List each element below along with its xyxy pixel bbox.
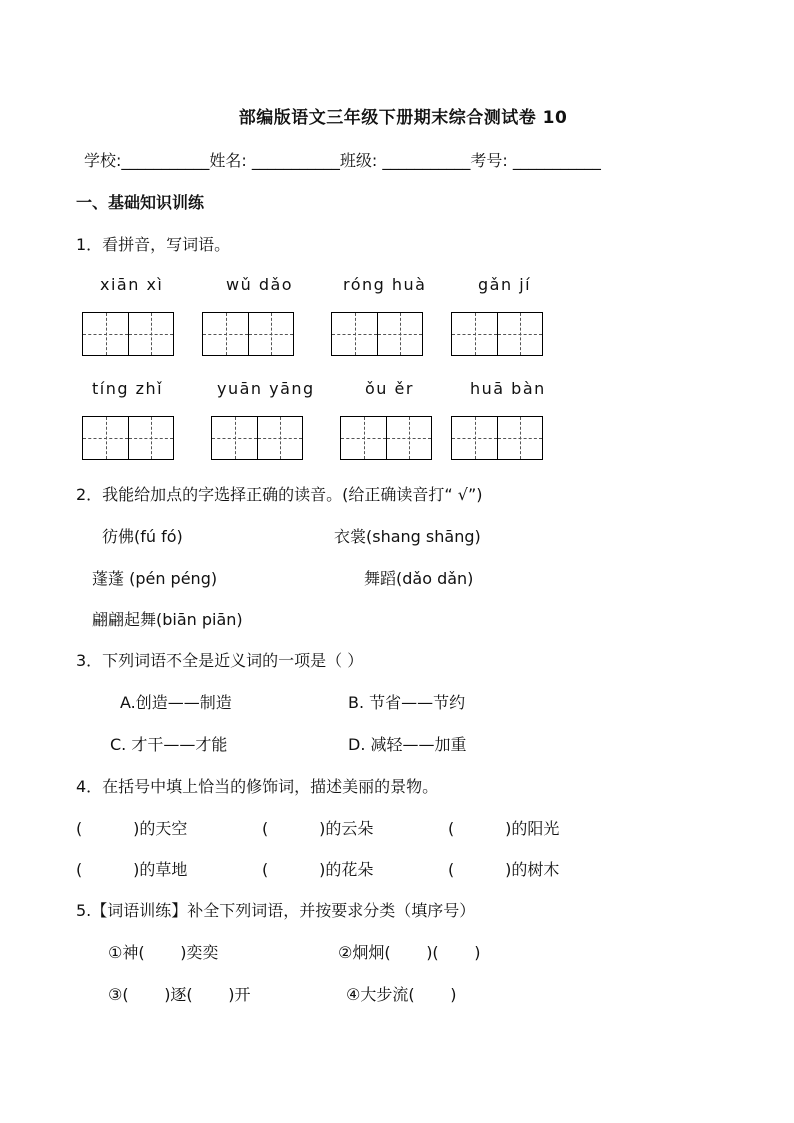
q3-prompt: 3．下列词语不全是近义词的一项是（ ） xyxy=(76,651,364,670)
q2-prompt: 2．我能给加点的字选择正确的读音。(给正确读音打“ √”) xyxy=(76,485,483,504)
pronunciation-item[interactable]: 彷佛(fú fó) xyxy=(102,527,183,546)
fill-blank-item[interactable]: ( )的云朵 xyxy=(262,819,374,838)
pronunciation-item[interactable]: 翩翩起舞(biān piān) xyxy=(92,610,243,629)
idiom-item[interactable]: ③( )逐( )开 xyxy=(108,985,251,1004)
writing-grid[interactable] xyxy=(202,312,294,356)
student-info-line: 学校:___________姓名: ___________班级: ___________考号: ___________ xyxy=(84,151,601,170)
pinyin-label: yuān yāng xyxy=(217,379,315,398)
writing-grid[interactable] xyxy=(211,416,303,460)
q1-prompt: 1．看拼音，写词语。 xyxy=(76,235,231,254)
choice-option-a[interactable]: A.创造——制造 xyxy=(120,693,232,712)
section-heading-basics: 一、基础知识训练 xyxy=(76,193,205,212)
writing-grid[interactable] xyxy=(340,416,432,460)
idiom-item[interactable]: ④大步流( ) xyxy=(346,985,457,1004)
pronunciation-item[interactable]: 衣裳(shang shāng) xyxy=(334,527,481,546)
fill-blank-item[interactable]: ( )的天空 xyxy=(76,819,188,838)
pinyin-label: róng huà xyxy=(343,275,427,294)
pinyin-label: huā bàn xyxy=(470,379,546,398)
writing-grid[interactable] xyxy=(451,416,543,460)
fill-blank-item[interactable]: ( )的草地 xyxy=(76,860,188,879)
pinyin-label: ǒu ěr xyxy=(365,379,414,398)
idiom-item[interactable]: ①神( )奕奕 xyxy=(108,943,219,962)
pinyin-label: wǔ dǎo xyxy=(226,275,294,294)
pinyin-label: tíng zhǐ xyxy=(92,379,164,398)
pinyin-label: gǎn jí xyxy=(478,275,532,294)
choice-option-c[interactable]: C. 才干——才能 xyxy=(110,735,228,754)
fill-blank-item[interactable]: ( )的树木 xyxy=(448,860,560,879)
writing-grid[interactable] xyxy=(451,312,543,356)
q4-prompt: 4．在括号中填上恰当的修饰词，描述美丽的景物。 xyxy=(76,777,439,796)
fill-blank-item[interactable]: ( )的阳光 xyxy=(448,819,560,838)
q5-prompt: 5.【词语训练】补全下列词语，并按要求分类（填序号） xyxy=(76,901,476,920)
pronunciation-item[interactable]: 舞蹈(dǎo dǎn) xyxy=(364,569,474,588)
choice-option-b[interactable]: B. 节省——节约 xyxy=(348,693,466,712)
idiom-item[interactable]: ②炯炯( )( ) xyxy=(338,943,481,962)
writing-grid[interactable] xyxy=(82,416,174,460)
fill-blank-item[interactable]: ( )的花朵 xyxy=(262,860,374,879)
pinyin-label: xiān xì xyxy=(100,275,164,294)
writing-grid[interactable] xyxy=(331,312,423,356)
choice-option-d[interactable]: D. 减轻——加重 xyxy=(348,735,467,754)
page-title: 部编版语文三年级下册期末综合测试卷 10 xyxy=(238,108,568,128)
pronunciation-item[interactable]: 蓬蓬 (pén péng) xyxy=(92,569,218,588)
writing-grid[interactable] xyxy=(82,312,174,356)
